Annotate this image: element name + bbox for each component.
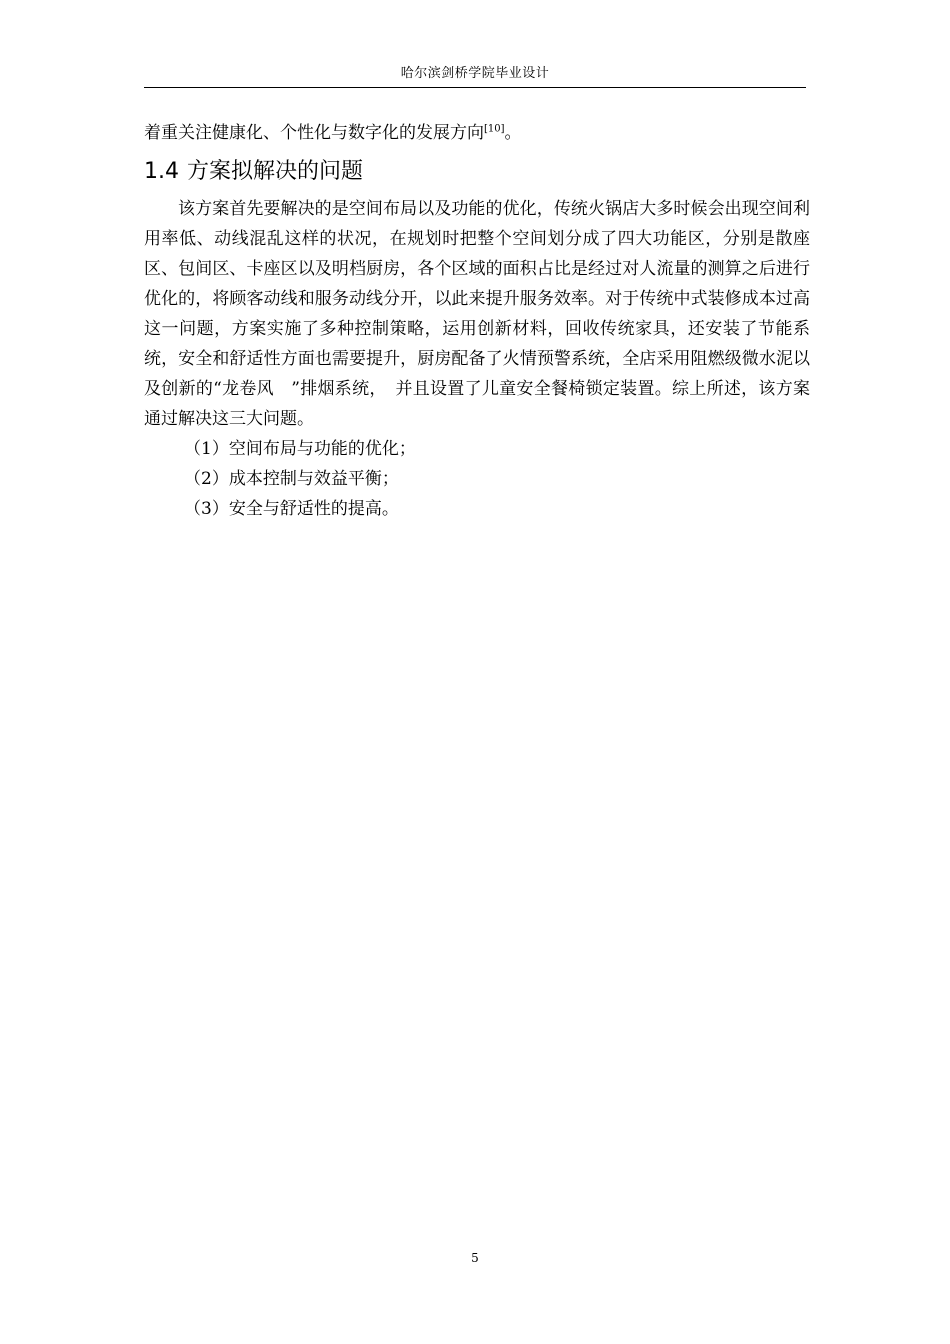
lead-paragraph	[144, 118, 810, 148]
document-body	[144, 118, 810, 524]
lead-paragraph-tail: 。	[504, 123, 522, 143]
list-item-1: （1）空间布局与功能的优化；	[184, 439, 416, 459]
list-item-3: （3）安全与舒适性的提高。	[184, 499, 399, 519]
citation-reference: [10]	[484, 123, 505, 135]
section-number: 1.4	[144, 159, 179, 184]
page-number: 5	[471, 1251, 479, 1265]
section-heading	[144, 156, 810, 188]
page-header: 哈尔滨剑桥学院毕业设计	[400, 66, 550, 81]
lead-paragraph-text: 着重关注健康化、个性化与数字化的发展方向	[144, 123, 484, 143]
list-item-2: （2）成本控制与效益平衡；	[184, 469, 399, 489]
header-divider	[144, 87, 806, 88]
main-paragraph: 该方案首先要解决的是空间布局以及功能的优化，传统火锅店大多时候会出现空间利用率低、动线混乱这样的状况，在规划时把整个空间划分成了四大功能区，分别是散座区、包间区、卡座区以及明档厨房，各个区域的面积占比是经过对人流量的测算之后进行优化的，将顾客动线和服务动线分开，以此来提升服务效率。对于传统中式装修成本过高这一问题，方案实施了多种控制策略，运用创新材料，回收传统家具，还安装了节能系统，安全和舒适性方面也需要提升，厨房配备了火情预警系统，全店采用阻燃级微水泥以及创新的“龙卷风 ”排烟系统， 并且设置了儿童安全餐椅锁定装置。综上所述，该方案通过解决这三大问题。	[144, 199, 810, 429]
section-title: 方案拟解决的问题	[187, 159, 364, 184]
